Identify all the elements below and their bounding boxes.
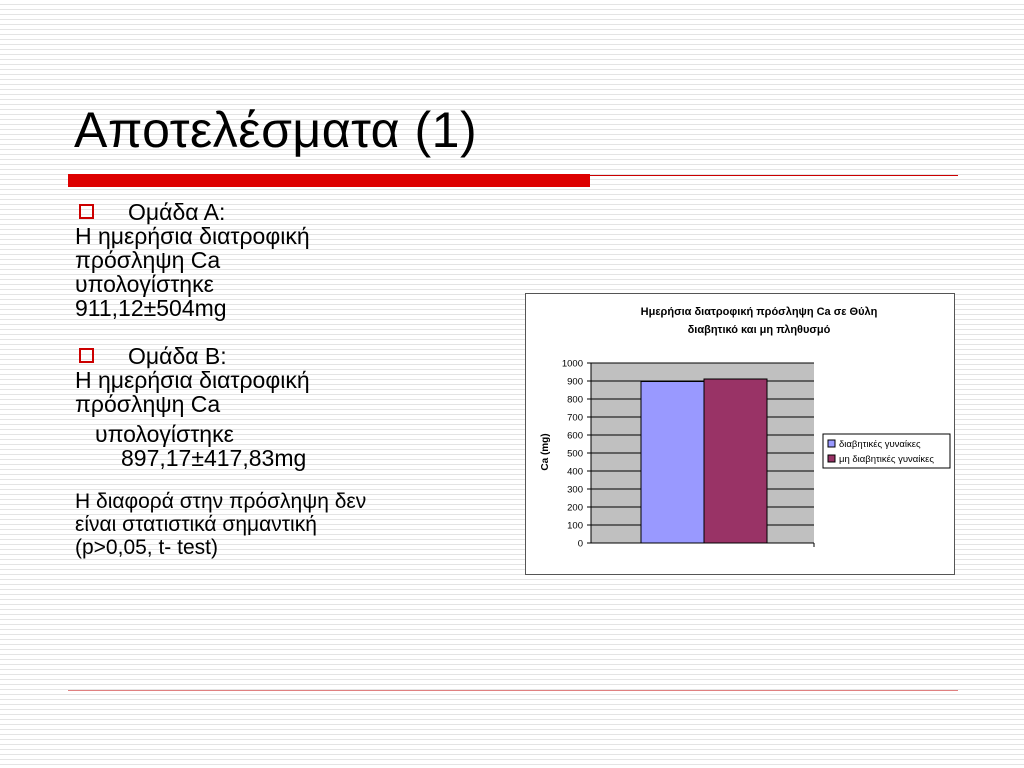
text-line: (p>0,05, t- test) [75, 536, 218, 559]
text-line: υπολογίστηκε [95, 421, 234, 447]
group-a-text [75, 224, 515, 320]
text-line: Η ημερήσια διατροφική [75, 367, 310, 393]
bar-diabetic [641, 382, 704, 543]
y-tick-label: 400 [567, 466, 583, 478]
text-line: Η διαφορά στην πρόσληψη δεν [75, 490, 367, 513]
text-line: είναι στατιστικά σημαντική [75, 513, 317, 536]
y-tick-label: 300 [567, 484, 583, 496]
title-accent-bar [68, 174, 590, 187]
text-line: υπολογίστηκε [75, 271, 214, 297]
group-b-label: Ομάδα Β: [128, 343, 227, 369]
chart-title-line-1: Ημερήσια διατροφική πρόσληψη Ca σε Θύλη [640, 306, 878, 318]
legend-label: διαβητικές γυναίκες [839, 439, 921, 450]
chart-title-line-2: διαβητικό και μη πληθυσμό [687, 324, 831, 336]
y-tick-label: 100 [567, 520, 583, 532]
slide-body [75, 200, 515, 559]
chart-canvas [526, 294, 954, 574]
group-b-text [75, 368, 515, 416]
group-a-value: 911,12±504mg [75, 295, 227, 321]
calcium-intake-chart [525, 293, 955, 575]
bullet-group-a [75, 200, 515, 224]
y-tick-label: 1000 [561, 358, 583, 370]
significance-note [75, 490, 515, 559]
bar-non-diabetic [704, 379, 767, 543]
group-a-label: Ομάδα Α: [128, 199, 226, 225]
footer-divider [68, 690, 958, 691]
text-line: πρόσληψη Ca [75, 247, 221, 273]
y-tick-label: 500 [567, 448, 583, 460]
bullet-group-b [75, 344, 515, 368]
legend-swatch [828, 455, 835, 462]
group-b-value: 897,17±417,83mg [121, 445, 307, 471]
text-line: Η ημερήσια διατροφική [75, 223, 310, 249]
y-tick-label: 900 [567, 376, 583, 388]
y-axis-label: Ca (mg) [540, 433, 551, 471]
y-tick-label: 800 [567, 394, 583, 406]
legend-label: μη διαβητικές γυναίκες [839, 454, 934, 465]
slide-title: Αποτελέσματα (1) [74, 102, 478, 158]
square-bullet-icon [79, 348, 94, 363]
text-line: πρόσληψη Ca [75, 391, 221, 417]
y-tick-label: 700 [567, 412, 583, 424]
y-tick-label: 600 [567, 430, 583, 442]
legend-swatch [828, 440, 835, 447]
y-tick-label: 200 [567, 502, 583, 514]
square-bullet-icon [79, 204, 94, 219]
y-tick-label: 0 [577, 538, 583, 550]
